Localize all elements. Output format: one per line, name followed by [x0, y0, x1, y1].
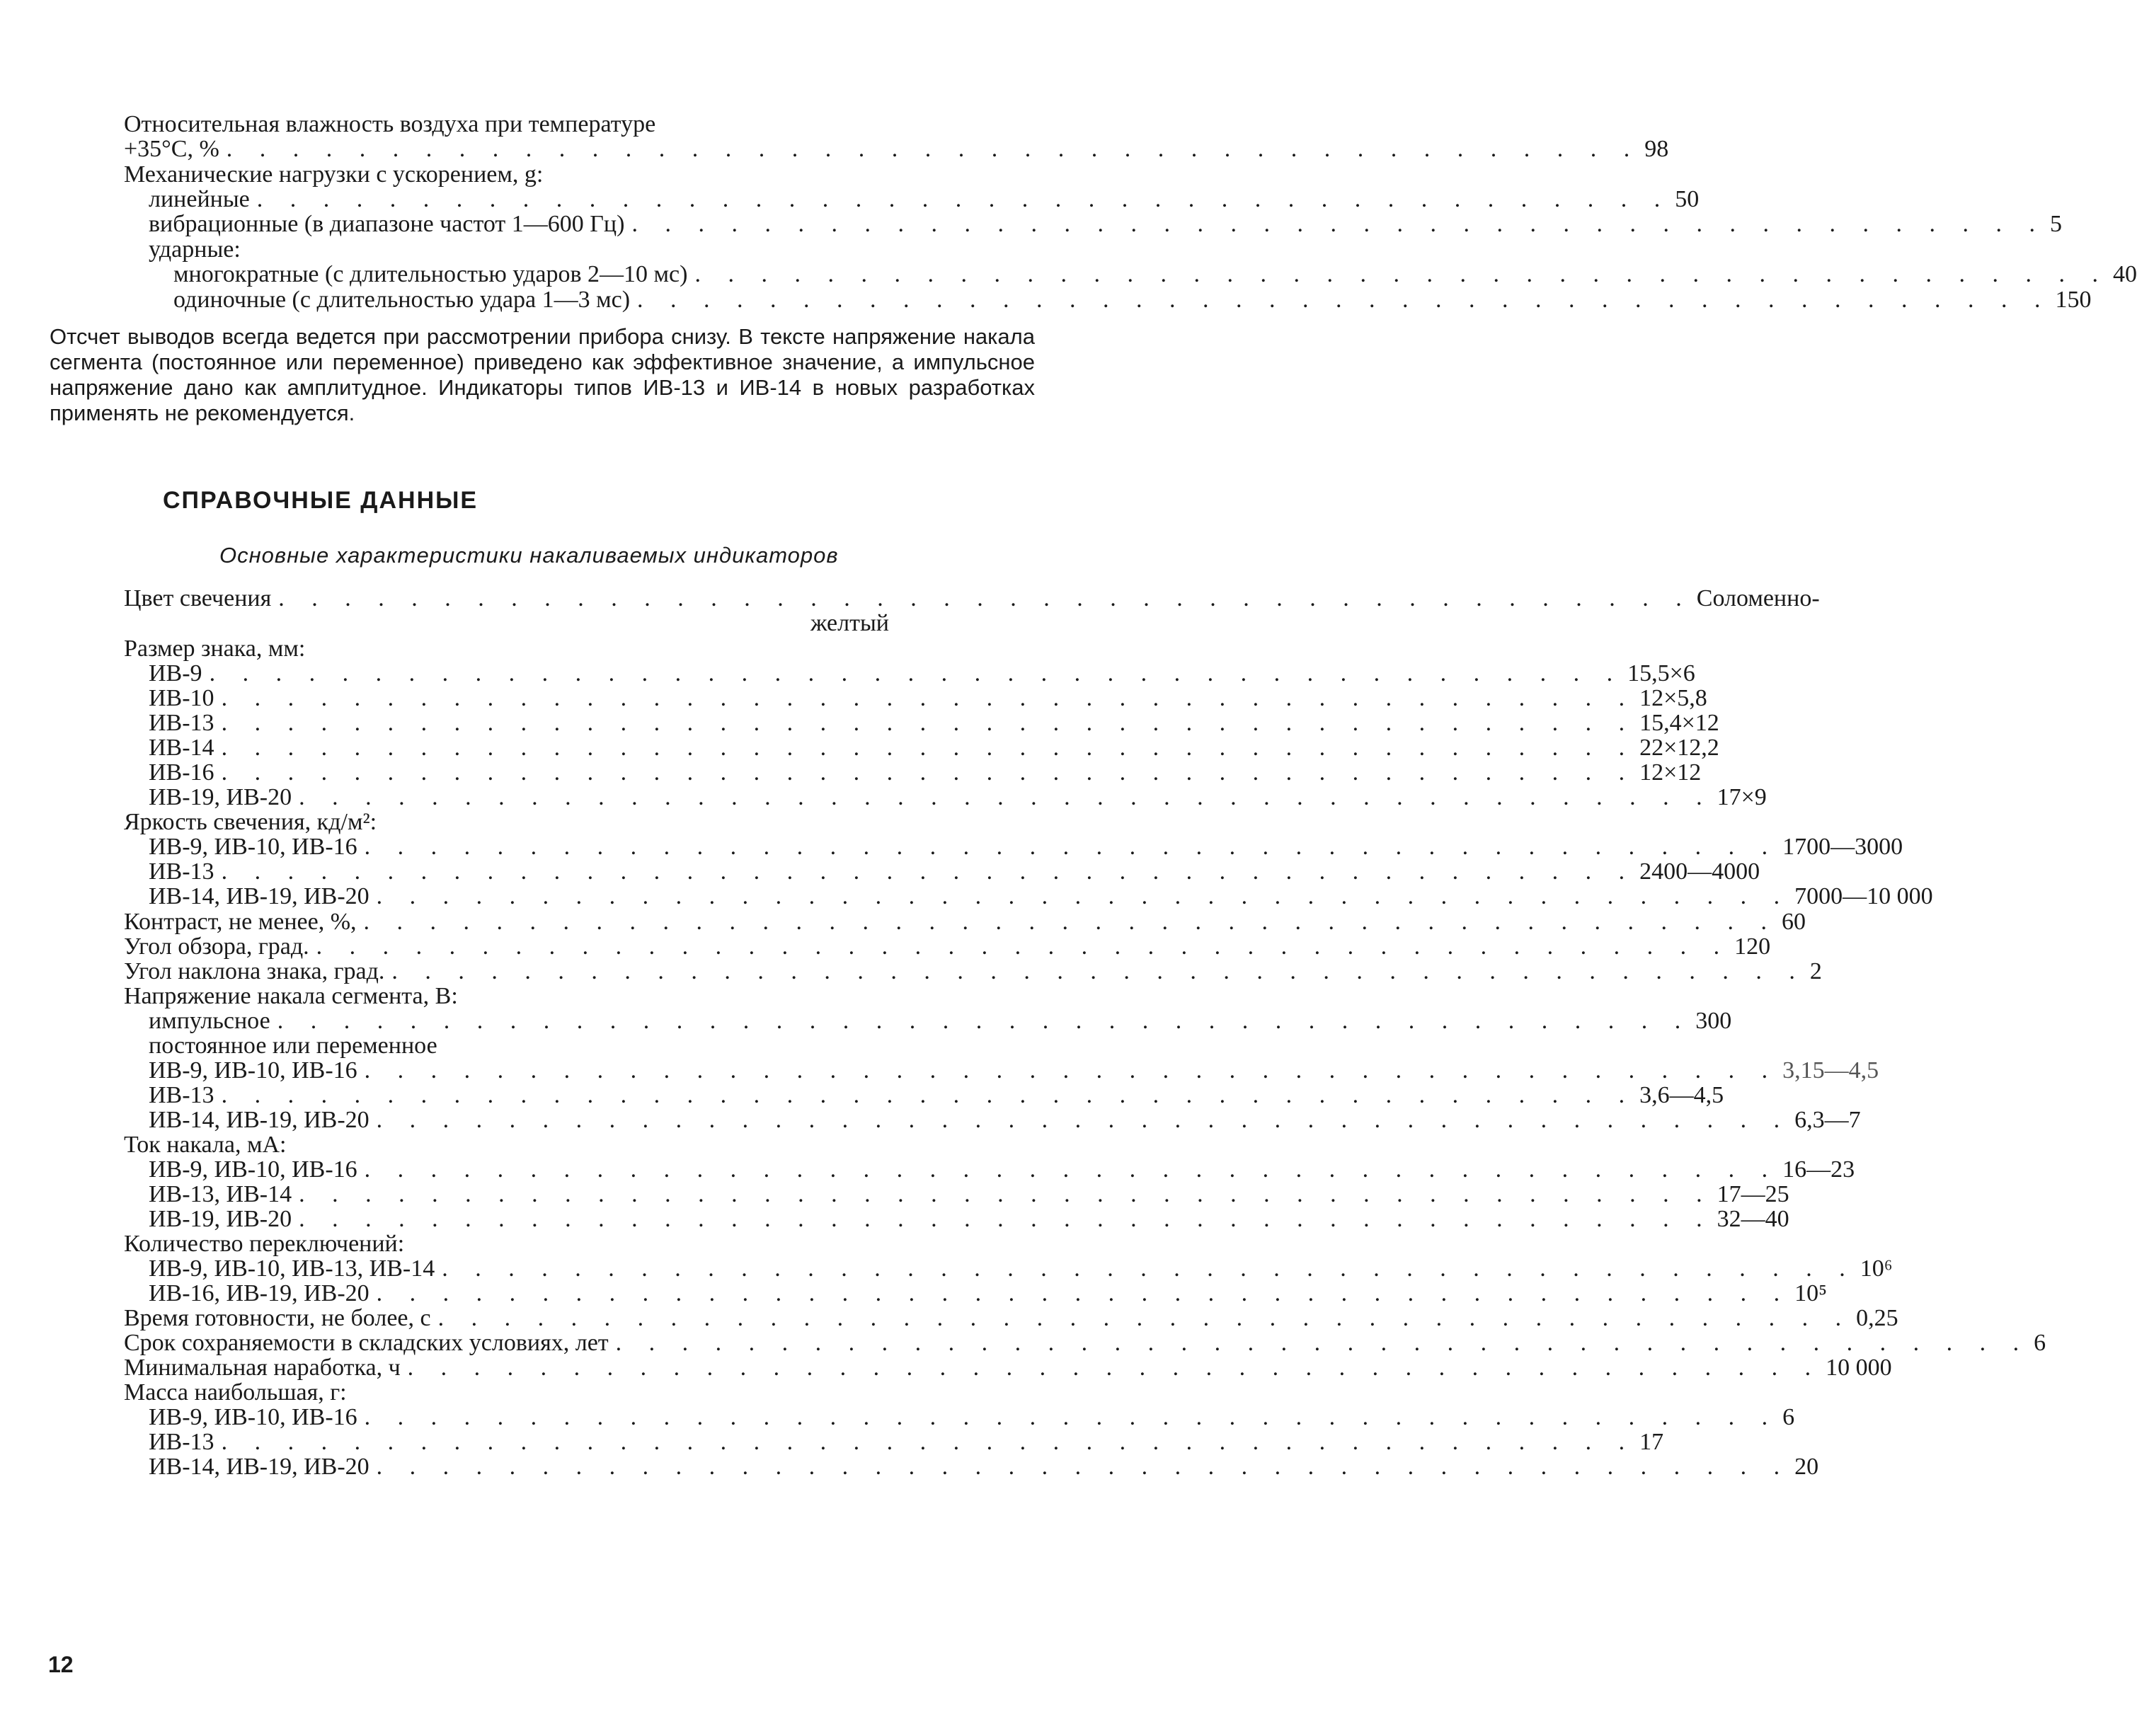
spec-row-tilt-angle	[124, 958, 1822, 984]
spec-label: ИВ-16	[149, 759, 214, 786]
spec-value: 7000—10 000	[1794, 883, 1933, 909]
spec-row	[149, 1404, 1795, 1430]
leader-dots: . . . . . . . . . . . . . . . . . . . . . . . . . . . . . . . . . . . . . . . . . . .	[221, 735, 1636, 761]
spec-value: 12×5,8	[1639, 685, 1707, 711]
spec-value: 20	[1794, 1454, 1819, 1480]
leader-dots: . . . . . . . . . . . . . . . . . . . . . . . . . . . . . . . . . . . . . . . . . . .	[615, 1330, 2030, 1356]
current-header: Ток накала, мА:	[124, 1132, 287, 1158]
lifetime-label: Минимальная наработка, ч	[124, 1355, 401, 1381]
spec-value: 32—40	[1717, 1206, 1789, 1232]
humidity-value: 98	[1644, 136, 1669, 162]
spec-label: ИВ-13	[149, 1429, 214, 1455]
leader-dots: . . . . . . . . . . . . . . . . . . . . . . . . . . . . . . . . . . . . . . . . . . .	[694, 261, 2109, 287]
leader-dots: . . . . . . . . . . . . . . . . . . . . . . . . . . . . . . . . . . . . . . . . . . .	[442, 1255, 1856, 1282]
switch-header: Количество переключений:	[124, 1231, 405, 1257]
size-header: Размер знака, мм:	[124, 636, 306, 662]
leader-dots: . . . . . . . . . . . . . . . . . . . . . . . . . . . . . . . . . . . . . . . . . . .	[376, 1107, 1791, 1133]
color-value-cont: желтый	[810, 610, 889, 636]
view-angle-label: Угол обзора, град.	[124, 933, 309, 960]
spec-label: ИВ-16, ИВ-19, ИВ-20	[149, 1280, 369, 1306]
spec-label: ИВ-14, ИВ-19, ИВ-20	[149, 1107, 369, 1133]
leader-dots: . . . . . . . . . . . . . . . . . . . . . . . . . . . . . . . . . . . . . . . . . . .	[226, 136, 1641, 162]
leader-dots: . . . . . . . . . . . . . . . . . . . . . . . . . . . . . . . . . . . . . . . . . . .	[637, 287, 2051, 313]
leader-dots: . . . . . . . . . . . . . . . . . . . . . . . . . . . . . . . . . . . . . . . . . . .	[221, 685, 1636, 711]
leader-dots: . . . . . . . . . . . . . . . . . . . . . . . . . . . . . . . . . . . . . . . . . . .	[316, 933, 1731, 960]
spec-value: 16—23	[1782, 1156, 1855, 1183]
leader-dots: . . . . . . . . . . . . . . . . . . . . . . . . . . . . . . . . . . . . . . . . . . .	[277, 1008, 1692, 1034]
spec-label: ИВ-19, ИВ-20	[149, 784, 292, 810]
pulse-voltage-value: 300	[1695, 1008, 1732, 1034]
ready-time-label: Время готовности, не более, с	[124, 1305, 431, 1331]
spec-row	[149, 883, 1933, 909]
spec-value: 22×12,2	[1639, 735, 1719, 761]
spec-row	[149, 685, 1707, 711]
spec-value: 15,5×6	[1627, 660, 1695, 686]
single-shock-value: 150	[2055, 287, 2092, 313]
spec-label: ИВ-14	[149, 735, 214, 761]
leader-dots: . . . . . . . . . . . . . . . . . . . . . . . . . . . . . . . . . . . . . . . . . . .	[364, 834, 1779, 860]
humidity-label-line2: +35°С, %	[124, 136, 219, 162]
spec-row-single-shock	[173, 287, 2092, 313]
spec-row	[149, 1255, 1893, 1282]
page-number: 12	[48, 1652, 74, 1677]
spec-row	[149, 1206, 1789, 1232]
leader-dots: . . . . . . . . . . . . . . . . . . . . . . . . . . . . . . . . . . . . . . . . . . .	[256, 186, 1671, 212]
contrast-label: Контраст, не менее, %,	[124, 909, 357, 935]
voltage-header: Напряжение накала сегмента, В:	[124, 983, 458, 1009]
table-title: Основные характеристики накаливаемых индикаторов	[219, 543, 839, 568]
spec-label: ИВ-9	[149, 660, 202, 686]
spec-row-linear	[149, 186, 1700, 212]
brightness-header: Яркость свечения, кд/м²:	[124, 809, 377, 835]
shock-header: ударные:	[149, 236, 241, 263]
leader-dots: . . . . . . . . . . . . . . . . . . . . . . . . . . . . . . . . . . . . . . . . . . .	[221, 1429, 1636, 1455]
leader-dots: . . . . . . . . . . . . . . . . . . . . . . . . . . . . . . . . . . . . . . . . . . .	[364, 1156, 1779, 1183]
spec-row	[149, 1454, 1819, 1480]
leader-dots: . . . . . . . . . . . . . . . . . . . . . . . . . . . . . . . . . . . . . . . . . . .	[278, 585, 1692, 611]
spec-row	[149, 1107, 1861, 1133]
view-angle-value: 120	[1734, 933, 1771, 960]
leader-dots: . . . . . . . . . . . . . . . . . . . . . . . . . . . . . . . . . . . . . . . . . . .	[437, 1305, 1852, 1331]
mass-header: Масса наибольшая, г:	[124, 1379, 347, 1406]
spec-row	[149, 735, 1719, 761]
leader-dots: . . . . . . . . . . . . . . . . . . . . . . . . . . . . . . . . . . . . . . . . . . .	[407, 1355, 1822, 1381]
spec-value: 10⁵	[1794, 1280, 1828, 1306]
spec-label: ИВ-9, ИВ-10, ИВ-16	[149, 1156, 357, 1183]
spec-value: 17×9	[1717, 784, 1767, 810]
linear-label: линейные	[149, 186, 250, 212]
leader-dots: . . . . . . . . . . . . . . . . . . . . . . . . . . . . . . . . . . . . . . . . . . .	[209, 660, 1624, 686]
spec-row	[149, 1156, 1855, 1183]
leader-dots: . . . . . . . . . . . . . . . . . . . . . . . . . . . . . . . . . . . . . . . . . . .	[221, 1082, 1636, 1108]
spec-row-storage	[124, 1330, 2046, 1356]
spec-row-vibration	[149, 211, 2062, 237]
color-label: Цвет свечения	[124, 585, 272, 611]
leader-dots: . . . . . . . . . . . . . . . . . . . . . . . . . . . . . . . . . . . . . . . . . . .	[376, 883, 1791, 909]
spec-value: 17—25	[1717, 1181, 1789, 1207]
leader-dots: . . . . . . . . . . . . . . . . . . . . . . . . . . . . . . . . . . . . . . . . . . .	[299, 1181, 1713, 1207]
humidity-label-line1: Относительная влажность воздуха при температуре	[124, 111, 656, 137]
lifetime-value: 10 000	[1826, 1355, 1892, 1381]
contrast-value: 60	[1782, 909, 1806, 935]
spec-row	[149, 1082, 1724, 1108]
spec-row	[149, 858, 1760, 885]
tilt-angle-value: 2	[1809, 958, 1822, 984]
spec-row	[149, 1429, 1664, 1455]
dc-ac-header: постоянное или переменное	[149, 1033, 437, 1059]
spec-label: ИВ-13, ИВ-14	[149, 1181, 292, 1207]
spec-label: ИВ-14, ИВ-19, ИВ-20	[149, 883, 369, 909]
leader-dots: . . . . . . . . . . . . . . . . . . . . . . . . . . . . . . . . . . . . . . . . . . .	[391, 958, 1806, 984]
spec-row	[149, 1280, 1828, 1306]
leader-dots: . . . . . . . . . . . . . . . . . . . . . . . . . . . . . . . . . . . . . . . . . . .	[221, 710, 1636, 736]
spec-label: ИВ-19, ИВ-20	[149, 1206, 292, 1232]
vibration-value: 5	[2049, 211, 2062, 237]
spec-row-multi-shock	[173, 261, 2137, 287]
linear-value: 50	[1675, 186, 1700, 212]
mech-header: Механические нагрузки с ускорением, g:	[124, 161, 544, 188]
spec-row	[149, 834, 1903, 860]
spec-row	[149, 759, 1702, 786]
spec-label: ИВ-9, ИВ-10, ИВ-16	[149, 834, 357, 860]
spec-row-view-angle	[124, 933, 1771, 960]
leader-dots: . . . . . . . . . . . . . . . . . . . . . . . . . . . . . . . . . . . . . . . . . . .	[221, 759, 1636, 786]
vibration-label: вибрационные (в диапазоне частот 1—600 Гц)	[149, 211, 625, 237]
leader-dots: . . . . . . . . . . . . . . . . . . . . . . . . . . . . . . . . . . . . . . . . . . .	[221, 858, 1636, 885]
leader-dots: . . . . . . . . . . . . . . . . . . . . . . . . . . . . . . . . . . . . . . . . . . .	[376, 1454, 1791, 1480]
spec-row	[149, 1057, 1879, 1083]
leader-dots: . . . . . . . . . . . . . . . . . . . . . . . . . . . . . . . . . . . . . . . . . . .	[363, 909, 1778, 935]
spec-value: 6	[1782, 1404, 1795, 1430]
spec-row-lifetime	[124, 1355, 1892, 1381]
spec-label: ИВ-13	[149, 1082, 214, 1108]
single-shock-label: одиночные (с длительностью удара 1—3 мс)	[173, 287, 631, 313]
section-title: СПРАВОЧНЫЕ ДАННЫЕ	[163, 487, 479, 514]
tilt-angle-label: Угол наклона знака, град.	[124, 958, 385, 984]
spec-value: 6,3—7	[1794, 1107, 1861, 1133]
spec-row	[149, 660, 1695, 686]
multi-shock-label: многократные (с длительностью ударов 2—10 мс)	[173, 261, 688, 287]
spec-row-color	[124, 585, 1820, 611]
spec-value: 17	[1639, 1429, 1664, 1455]
spec-value: 15,4×12	[1639, 710, 1719, 736]
spec-row	[149, 710, 1719, 736]
leader-dots: . . . . . . . . . . . . . . . . . . . . . . . . . . . . . . . . . . . . . . . . . . .	[376, 1280, 1791, 1306]
leader-dots: . . . . . . . . . . . . . . . . . . . . . . . . . . . . . . . . . . . . . . . . . . .	[364, 1404, 1779, 1430]
spec-row-pulse-voltage	[149, 1008, 1732, 1034]
ready-time-value: 0,25	[1856, 1305, 1898, 1331]
spec-row-humidity	[124, 136, 1669, 162]
leader-dots: . . . . . . . . . . . . . . . . . . . . . . . . . . . . . . . . . . . . . . . . . . .	[299, 1206, 1713, 1232]
pulse-voltage-label: импульсное	[149, 1008, 270, 1034]
spec-row-ready-time	[124, 1305, 1898, 1331]
spec-value: 10⁶	[1860, 1255, 1893, 1282]
spec-row	[149, 784, 1767, 810]
spec-label: ИВ-9, ИВ-10, ИВ-16	[149, 1404, 357, 1430]
spec-label: ИВ-9, ИВ-10, ИВ-16	[149, 1057, 357, 1083]
spec-value: 2400—4000	[1639, 858, 1760, 885]
spec-row-contrast	[124, 909, 1806, 935]
spec-value: 12×12	[1639, 759, 1702, 786]
body-paragraph: Отсчет выводов всегда ведется при рассмотрении прибора снизу. В тексте напряжение накала сегмента (постоянное или переменное) приведено как эффективное значение, а импульсное напряжение дано как амплитудное. Индикаторы типов ИВ-13 и ИВ-14 в новых разработках применять не рекомендуется.	[50, 324, 1035, 425]
spec-value: 1700—3000	[1782, 834, 1903, 860]
spec-label: ИВ-13	[149, 710, 214, 736]
color-value: Соломенно-	[1696, 585, 1820, 611]
leader-dots: . . . . . . . . . . . . . . . . . . . . . . . . . . . . . . . . . . . . . . . . . . .	[631, 211, 2046, 237]
spec-label: ИВ-13	[149, 858, 214, 885]
leader-dots: . . . . . . . . . . . . . . . . . . . . . . . . . . . . . . . . . . . . . . . . . . .	[299, 784, 1713, 810]
storage-label: Срок сохраняемости в складских условиях, лет	[124, 1330, 609, 1356]
spec-row	[149, 1181, 1789, 1207]
spec-value: 3,15—4,5	[1782, 1057, 1879, 1083]
spec-label: ИВ-14, ИВ-19, ИВ-20	[149, 1454, 369, 1480]
multi-shock-value: 40	[2112, 261, 2137, 287]
leader-dots: . . . . . . . . . . . . . . . . . . . . . . . . . . . . . . . . . . . . . . . . . . .	[364, 1057, 1779, 1083]
spec-label: ИВ-10	[149, 685, 214, 711]
spec-label: ИВ-9, ИВ-10, ИВ-13, ИВ-14	[149, 1255, 435, 1282]
spec-value: 3,6—4,5	[1639, 1082, 1724, 1108]
storage-value: 6	[2034, 1330, 2046, 1356]
